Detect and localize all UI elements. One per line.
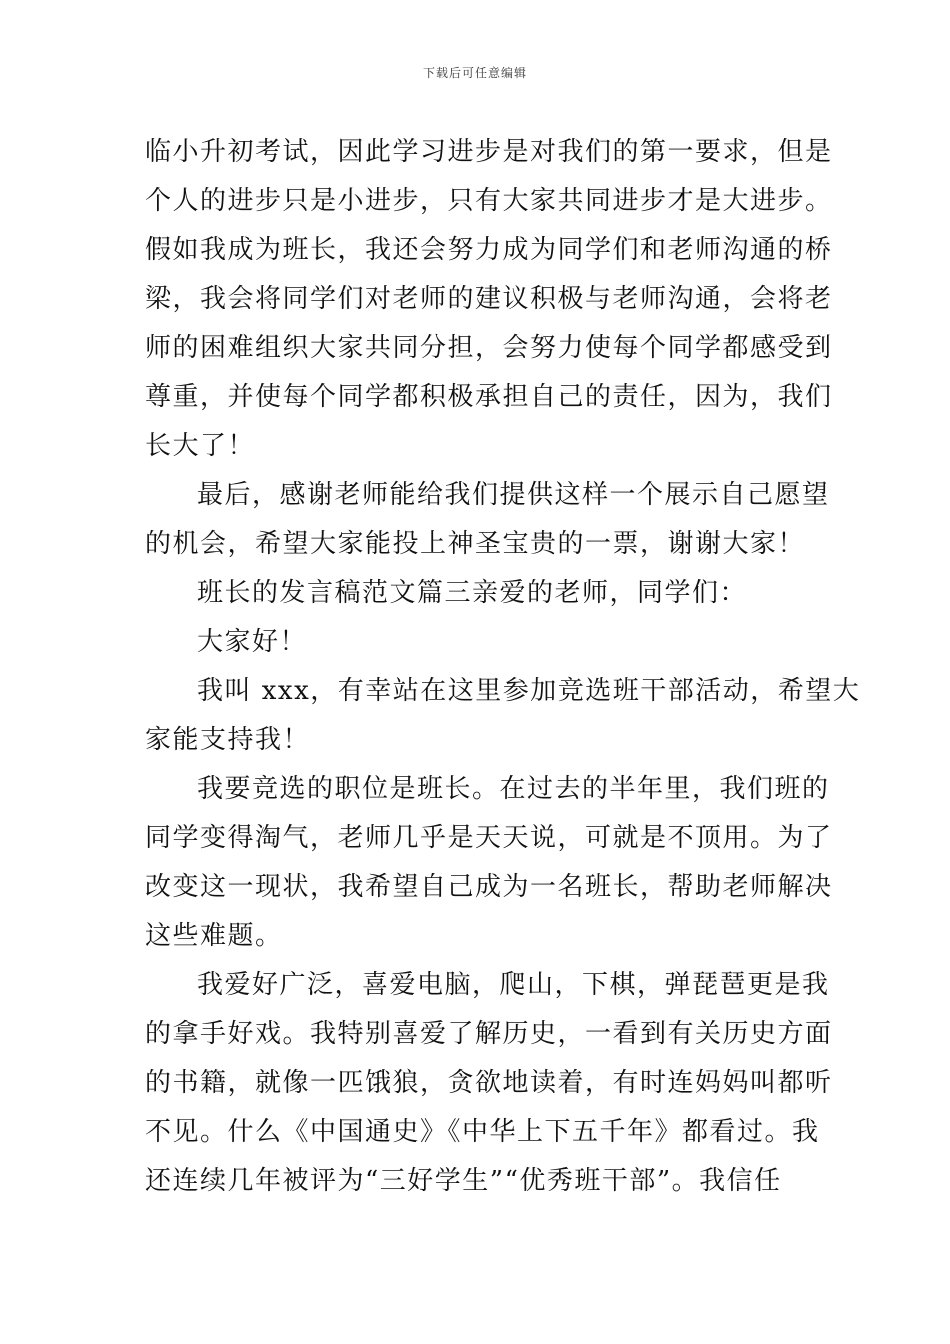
document-body — [145, 128, 861, 1206]
text-line: 的书籍，就像一匹饿狼，贪欲地读着，有时连妈妈叫都听 — [145, 1068, 833, 1098]
text-line: 的机会，希望大家能投上神圣宝贵的一票，谢谢大家！ — [145, 529, 806, 559]
paragraph-first-line: 我叫 xxx，有幸站在这里参加竞选班干部活动，希望大 — [197, 676, 861, 706]
text-line: 临小升初考试，因此学习进步是对我们的第一要求，但是 — [145, 137, 833, 167]
text-line: 梁，我会将同学们对老师的建议积极与老师沟通，会将老 — [145, 284, 833, 314]
text-line: 家能支持我！ — [145, 725, 311, 755]
text-line: 师的困难组织大家共同分担，会努力使每个同学都感受到 — [145, 333, 833, 363]
text-line: 的拿手好戏。我特别喜爱了解历史，一看到有关历史方面 — [145, 1019, 833, 1049]
text-line: 改变这一现状，我希望自己成为一名班长，帮助老师解决 — [145, 872, 833, 902]
page-header: 下载后可任意编辑 — [422, 66, 527, 80]
section-heading-line: 班长的发言稿范文篇三亲爱的老师，同学们： — [197, 578, 748, 608]
text-line: 假如我成为班长，我还会努力成为同学们和老师沟通的桥 — [145, 235, 833, 265]
text-line: 同学变得淘气，老师几乎是天天说，可就是不顶用。为了 — [145, 823, 833, 853]
greeting-line: 大家好！ — [197, 627, 308, 657]
paragraph-first-line: 我爱好广泛，喜爱电脑，爬山，下棋，弹琵琶更是我 — [197, 970, 830, 1000]
paragraph-first-line: 最后，感谢老师能给我们提供这样一个展示自己愿望 — [197, 480, 830, 510]
text-line: 长大了！ — [145, 431, 256, 461]
text-line: 这些难题。 — [145, 921, 283, 951]
paragraph-first-line: 我要竞选的职位是班长。在过去的半年里，我们班的 — [197, 774, 830, 804]
text-line: 尊重，并使每个同学都积极承担自己的责任，因为，我们 — [145, 382, 833, 412]
text-line: 不见。什么《中国通史》《中华上下五千年》都看过。我 — [145, 1117, 820, 1147]
text-line: 还连续几年被评为“三好学生”“优秀班干部”。我信任 — [145, 1166, 782, 1196]
text-line: 个人的进步只是小进步，只有大家共同进步才是大进步。 — [145, 186, 833, 216]
